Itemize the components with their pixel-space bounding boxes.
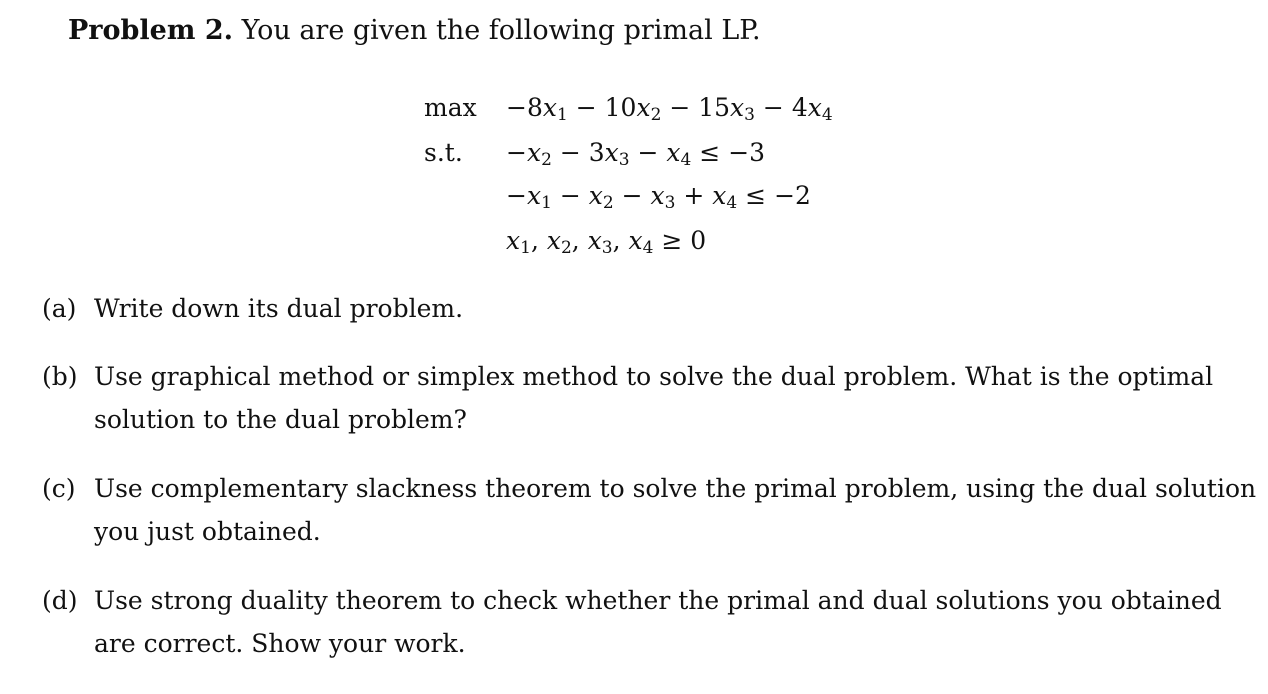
part-a-text — [94, 287, 1242, 330]
part-c-line-2: you just obtained. — [94, 517, 321, 546]
part-d-line-2: are correct. Show your work. — [94, 629, 466, 658]
objective-row — [424, 88, 884, 128]
part-c-line-1: Use complementary slackness theorem to solve the primal problem, using the dual solution — [94, 474, 1257, 503]
part-d-line-1: Use strong duality theorem to check whether the primal and dual solutions you obtained — [94, 586, 1222, 615]
part-c-text — [94, 467, 1257, 553]
part-b-line-1: Use graphical method or simplex method to solve the dual problem. What is the optimal — [94, 362, 1214, 391]
constraint-expression-1: $-x_2 - 3x_3 - x_4 \le -3$ — [506, 138, 766, 170]
constraint-expression-2: $-x_1 - x_2 - x_3 + x_4 \le -2$ — [506, 181, 811, 213]
constraint-row-1 — [424, 133, 884, 173]
constraint-keyword: s.t. — [424, 138, 463, 167]
objective-expression: $-8x_1 - 10x_2 - 15x_3 - 4x_4$ — [506, 93, 833, 125]
part-b-line-2: solution to the dual problem? — [94, 405, 467, 434]
nonnegativity-expression: $x_1$, $x_2$, $x_3$, $x_4 \ge 0$ — [506, 226, 707, 258]
part-a-mark: (a) — [42, 294, 77, 323]
constraint-row-2 — [424, 176, 884, 216]
problem-label: Problem 2. — [68, 15, 234, 46]
nonnegativity-row — [424, 221, 884, 261]
problem-heading — [68, 12, 761, 50]
part-d-mark: (d) — [42, 586, 78, 615]
part-b-mark: (b) — [42, 362, 78, 391]
part-d-text — [94, 579, 1242, 665]
part-b-text — [94, 355, 1242, 441]
part-c-mark: (c) — [42, 474, 76, 503]
problem-intro: You are given the following primal LP. — [241, 15, 761, 46]
objective-keyword: max — [424, 93, 477, 122]
part-a-line-1: Write down its dual problem. — [94, 294, 464, 323]
